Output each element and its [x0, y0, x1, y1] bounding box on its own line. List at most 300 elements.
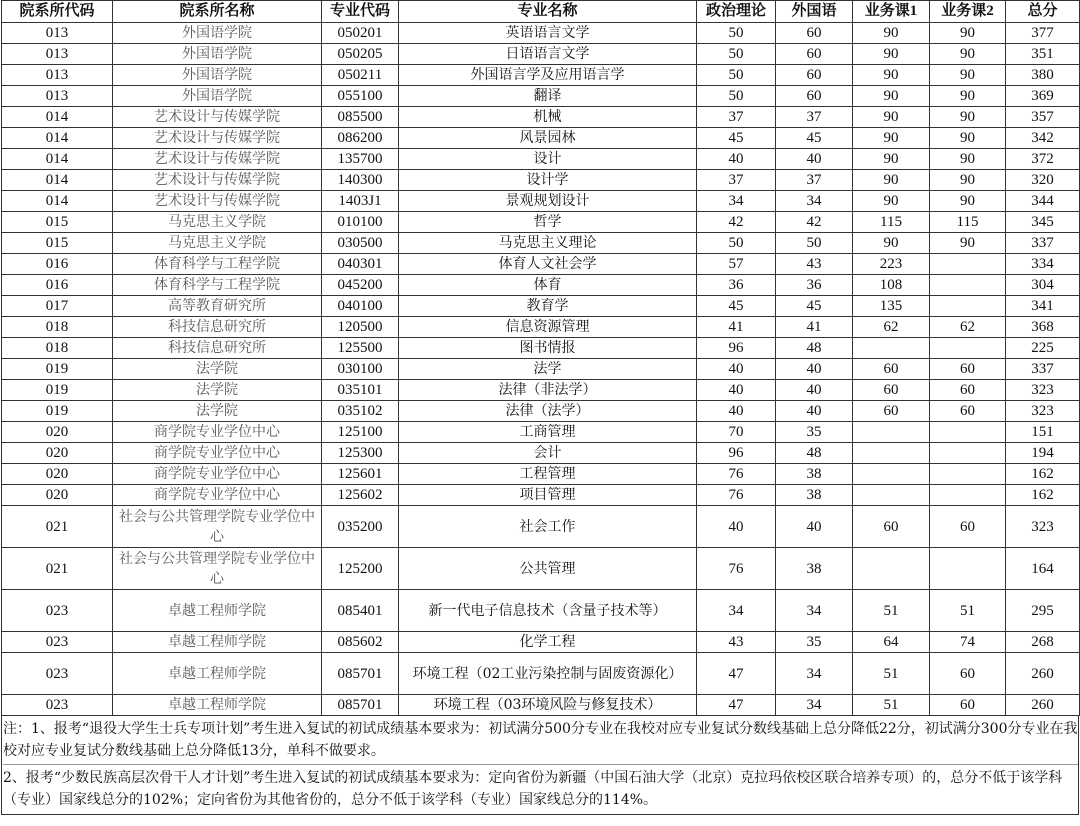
table-row — [2, 485, 1080, 506]
cell-foreign-language: 37 — [776, 170, 853, 191]
cell-dept-code: 021 — [2, 548, 113, 590]
cell-total: 337 — [1006, 233, 1080, 254]
table-row — [2, 401, 1080, 422]
cell-dept-name: 艺术设计与传媒学院 — [113, 107, 322, 128]
table-row — [2, 233, 1080, 254]
cell-major-name: 日语语言文学 — [399, 44, 697, 65]
cell-major-name: 英语语言文学 — [399, 23, 697, 44]
cell-major-code: 086200 — [322, 128, 399, 149]
cell-major-name: 外国语言学及应用语言学 — [399, 65, 697, 86]
cell-major-code: 035102 — [322, 401, 399, 422]
cell-dept-name: 商学院专业学位中心 — [113, 464, 322, 485]
header-row — [2, 1, 1080, 23]
cell-dept-name: 法学院 — [113, 359, 322, 380]
cell-major-code: 040100 — [322, 296, 399, 317]
cell-dept-code: 014 — [2, 170, 113, 191]
cell-politics: 76 — [697, 485, 776, 506]
cell-major-name: 环境工程（02工业污染控制与固废资源化） — [399, 653, 697, 695]
table-row — [2, 65, 1080, 86]
cell-major-code: 035101 — [322, 380, 399, 401]
header-course-1: 业务课1 — [853, 1, 930, 23]
cell-politics: 47 — [697, 653, 776, 695]
cell-course-1: 62 — [853, 317, 930, 338]
cell-total: 304 — [1006, 275, 1080, 296]
cell-foreign-language: 38 — [776, 548, 853, 590]
cell-politics: 57 — [697, 254, 776, 275]
cell-course-2: 90 — [930, 191, 1006, 212]
cell-course-2: 60 — [930, 695, 1006, 716]
table-row — [2, 254, 1080, 275]
cell-foreign-language: 40 — [776, 506, 853, 548]
cell-course-2: 60 — [930, 506, 1006, 548]
table-row — [2, 296, 1080, 317]
cell-course-1: 51 — [853, 653, 930, 695]
cell-course-1: 90 — [853, 149, 930, 170]
table-row — [2, 170, 1080, 191]
cell-course-1: 90 — [853, 86, 930, 107]
cell-dept-name: 卓越工程师学院 — [113, 695, 322, 716]
cell-dept-code: 013 — [2, 65, 113, 86]
cell-major-name: 风景园林 — [399, 128, 697, 149]
cell-course-1 — [853, 443, 930, 464]
cell-dept-code: 023 — [2, 590, 113, 632]
cell-foreign-language: 34 — [776, 191, 853, 212]
cell-major-name: 图书情报 — [399, 338, 697, 359]
cell-politics: 96 — [697, 443, 776, 464]
cell-total: 342 — [1006, 128, 1080, 149]
table-row — [2, 212, 1080, 233]
cell-total: 323 — [1006, 380, 1080, 401]
cell-dept-code: 023 — [2, 653, 113, 695]
table-row — [2, 107, 1080, 128]
header-foreign-language: 外国语 — [776, 1, 853, 23]
header-politics: 政治理论 — [697, 1, 776, 23]
cell-course-1: 60 — [853, 401, 930, 422]
cell-course-2: 60 — [930, 653, 1006, 695]
cell-major-code: 050201 — [322, 23, 399, 44]
cell-politics: 37 — [697, 170, 776, 191]
cell-course-2: 74 — [930, 632, 1006, 653]
cell-politics: 40 — [697, 359, 776, 380]
cell-dept-code: 019 — [2, 401, 113, 422]
cell-major-name: 项目管理 — [399, 485, 697, 506]
cell-foreign-language: 36 — [776, 275, 853, 296]
cell-dept-code: 020 — [2, 443, 113, 464]
cell-course-2 — [930, 254, 1006, 275]
cell-foreign-language: 60 — [776, 86, 853, 107]
cell-course-1: 90 — [853, 128, 930, 149]
cell-course-2: 90 — [930, 233, 1006, 254]
cell-foreign-language: 42 — [776, 212, 853, 233]
cell-dept-name: 社会与公共管理学院专业学位中心 — [113, 506, 322, 548]
cell-dept-name: 马克思主义学院 — [113, 233, 322, 254]
cell-politics: 40 — [697, 401, 776, 422]
cell-dept-name: 卓越工程师学院 — [113, 653, 322, 695]
cell-dept-name: 科技信息研究所 — [113, 317, 322, 338]
cell-total: 194 — [1006, 443, 1080, 464]
table-row — [2, 632, 1080, 653]
cell-major-code: 125500 — [322, 338, 399, 359]
cell-politics: 70 — [697, 422, 776, 443]
cell-major-code: 085602 — [322, 632, 399, 653]
cell-course-2: 90 — [930, 23, 1006, 44]
cell-course-2: 60 — [930, 401, 1006, 422]
cell-dept-code: 014 — [2, 149, 113, 170]
cell-major-code: 135700 — [322, 149, 399, 170]
cell-course-1: 90 — [853, 107, 930, 128]
cell-total: 345 — [1006, 212, 1080, 233]
cell-dept-code: 013 — [2, 44, 113, 65]
cell-major-code: 035200 — [322, 506, 399, 548]
cell-total: 151 — [1006, 422, 1080, 443]
cell-dept-code: 017 — [2, 296, 113, 317]
cell-total: 344 — [1006, 191, 1080, 212]
cell-foreign-language: 48 — [776, 443, 853, 464]
cell-major-name: 新一代电子信息技术（含量子技术等） — [399, 590, 697, 632]
cell-major-code: 050211 — [322, 65, 399, 86]
cell-total: 341 — [1006, 296, 1080, 317]
cell-major-code: 125602 — [322, 485, 399, 506]
cell-course-1: 115 — [853, 212, 930, 233]
cell-foreign-language: 60 — [776, 65, 853, 86]
table-row — [2, 191, 1080, 212]
cell-major-name: 教育学 — [399, 296, 697, 317]
cell-major-code: 125200 — [322, 548, 399, 590]
cell-politics: 96 — [697, 338, 776, 359]
cell-total: 162 — [1006, 485, 1080, 506]
cell-dept-code: 023 — [2, 632, 113, 653]
cell-dept-code: 020 — [2, 485, 113, 506]
cell-total: 351 — [1006, 44, 1080, 65]
table-row — [2, 443, 1080, 464]
table-row — [2, 695, 1080, 716]
cell-dept-code: 013 — [2, 86, 113, 107]
notes — [1, 716, 1079, 815]
cell-course-1 — [853, 485, 930, 506]
cell-dept-name: 外国语学院 — [113, 65, 322, 86]
cell-major-name: 哲学 — [399, 212, 697, 233]
cell-major-code: 120500 — [322, 317, 399, 338]
cell-major-code: 085500 — [322, 107, 399, 128]
table-row — [2, 506, 1080, 548]
header-total: 总分 — [1006, 1, 1080, 23]
cell-course-1: 64 — [853, 632, 930, 653]
cell-dept-name: 法学院 — [113, 380, 322, 401]
cell-major-code: 085701 — [322, 653, 399, 695]
cell-foreign-language: 35 — [776, 422, 853, 443]
cell-major-name: 翻译 — [399, 86, 697, 107]
cell-dept-name: 外国语学院 — [113, 23, 322, 44]
cell-dept-name: 艺术设计与传媒学院 — [113, 128, 322, 149]
cell-politics: 47 — [697, 695, 776, 716]
cell-dept-code: 014 — [2, 107, 113, 128]
cell-major-name: 设计 — [399, 149, 697, 170]
cell-course-2 — [930, 296, 1006, 317]
cell-course-2: 90 — [930, 170, 1006, 191]
table-row — [2, 317, 1080, 338]
cell-course-2: 60 — [930, 380, 1006, 401]
cell-major-code: 125601 — [322, 464, 399, 485]
cell-dept-code: 023 — [2, 695, 113, 716]
cell-foreign-language: 35 — [776, 632, 853, 653]
cell-major-name: 体育 — [399, 275, 697, 296]
cell-foreign-language: 40 — [776, 401, 853, 422]
cell-course-1 — [853, 548, 930, 590]
cell-total: 260 — [1006, 695, 1080, 716]
cell-politics: 43 — [697, 632, 776, 653]
cell-dept-name: 艺术设计与传媒学院 — [113, 191, 322, 212]
cell-course-2: 90 — [930, 65, 1006, 86]
cell-course-1: 60 — [853, 380, 930, 401]
cell-foreign-language: 37 — [776, 107, 853, 128]
cell-major-name: 设计学 — [399, 170, 697, 191]
cell-foreign-language: 34 — [776, 695, 853, 716]
cell-course-1 — [853, 422, 930, 443]
cell-dept-code: 015 — [2, 212, 113, 233]
cell-dept-code: 019 — [2, 380, 113, 401]
cell-dept-name: 外国语学院 — [113, 86, 322, 107]
cell-course-1: 90 — [853, 233, 930, 254]
cell-politics: 36 — [697, 275, 776, 296]
cell-major-code: 085401 — [322, 590, 399, 632]
cell-dept-name: 商学院专业学位中心 — [113, 485, 322, 506]
cell-politics: 40 — [697, 149, 776, 170]
cell-major-name: 法学 — [399, 359, 697, 380]
cell-course-1: 108 — [853, 275, 930, 296]
cell-course-2: 90 — [930, 128, 1006, 149]
cell-foreign-language: 38 — [776, 464, 853, 485]
cell-course-2: 62 — [930, 317, 1006, 338]
cell-politics: 41 — [697, 317, 776, 338]
cell-major-name: 会计 — [399, 443, 697, 464]
cell-dept-name: 外国语学院 — [113, 44, 322, 65]
cell-major-code: 040301 — [322, 254, 399, 275]
cell-dept-name: 卓越工程师学院 — [113, 590, 322, 632]
cell-dept-code: 018 — [2, 317, 113, 338]
cell-course-2 — [930, 275, 1006, 296]
cell-major-name: 环境工程（03环境风险与修复技术） — [399, 695, 697, 716]
cell-dept-name: 卓越工程师学院 — [113, 632, 322, 653]
cell-total: 368 — [1006, 317, 1080, 338]
cell-dept-code: 019 — [2, 359, 113, 380]
cell-course-1: 90 — [853, 170, 930, 191]
cell-dept-code: 014 — [2, 128, 113, 149]
cell-total: 372 — [1006, 149, 1080, 170]
header-course-2: 业务课2 — [930, 1, 1006, 23]
cell-dept-name: 科技信息研究所 — [113, 338, 322, 359]
cell-dept-name: 社会与公共管理学院专业学位中心 — [113, 548, 322, 590]
cell-dept-code: 013 — [2, 23, 113, 44]
cell-total: 320 — [1006, 170, 1080, 191]
cell-politics: 34 — [697, 191, 776, 212]
cell-course-1 — [853, 338, 930, 359]
cell-dept-code: 015 — [2, 233, 113, 254]
cell-foreign-language: 41 — [776, 317, 853, 338]
cell-dept-name: 法学院 — [113, 401, 322, 422]
cell-major-code: 125100 — [322, 422, 399, 443]
cell-foreign-language: 40 — [776, 380, 853, 401]
cell-course-1: 90 — [853, 65, 930, 86]
note-1: 注：1、报考“退役大学生士兵专项计划”考生进入复试的初试成绩基本要求为：初试满分500分专业在我校对应专业复试分数线基础上总分降低22分，初试满分300分专业在我校对应专业复试分数线基础上总分降低13分，单科不做要求。 — [3, 721, 1078, 759]
cell-course-2 — [930, 464, 1006, 485]
header-major-code: 专业代码 — [322, 1, 399, 23]
cell-dept-code: 020 — [2, 422, 113, 443]
cell-major-code: 045200 — [322, 275, 399, 296]
cell-course-1: 60 — [853, 506, 930, 548]
cell-dept-code: 016 — [2, 254, 113, 275]
cell-total: 162 — [1006, 464, 1080, 485]
cell-politics: 34 — [697, 590, 776, 632]
cell-politics: 42 — [697, 212, 776, 233]
cell-politics: 50 — [697, 86, 776, 107]
table-row — [2, 380, 1080, 401]
cell-foreign-language: 50 — [776, 233, 853, 254]
cell-total: 369 — [1006, 86, 1080, 107]
cell-course-2 — [930, 338, 1006, 359]
cell-dept-name: 商学院专业学位中心 — [113, 443, 322, 464]
header-dept-code: 院系所代码 — [2, 1, 113, 23]
cell-major-code: 030100 — [322, 359, 399, 380]
cell-dept-code: 021 — [2, 506, 113, 548]
cell-politics: 40 — [697, 380, 776, 401]
cell-course-2: 51 — [930, 590, 1006, 632]
cell-foreign-language: 48 — [776, 338, 853, 359]
cell-course-1: 90 — [853, 44, 930, 65]
table-row — [2, 44, 1080, 65]
cell-dept-name: 商学院专业学位中心 — [113, 422, 322, 443]
cell-major-code: 1403J1 — [322, 191, 399, 212]
cell-politics: 50 — [697, 233, 776, 254]
table-row — [2, 86, 1080, 107]
cell-dept-code: 014 — [2, 191, 113, 212]
cell-total: 377 — [1006, 23, 1080, 44]
cell-course-1: 223 — [853, 254, 930, 275]
cell-course-1: 90 — [853, 23, 930, 44]
cell-dept-code: 018 — [2, 338, 113, 359]
cell-course-2: 60 — [930, 359, 1006, 380]
cell-major-name: 公共管理 — [399, 548, 697, 590]
cell-total: 225 — [1006, 338, 1080, 359]
cell-course-1: 135 — [853, 296, 930, 317]
cell-major-name: 工商管理 — [399, 422, 697, 443]
cell-foreign-language: 43 — [776, 254, 853, 275]
cell-course-2: 90 — [930, 86, 1006, 107]
cell-major-name: 体育人文社会学 — [399, 254, 697, 275]
cell-course-2: 115 — [930, 212, 1006, 233]
cell-dept-name: 艺术设计与传媒学院 — [113, 170, 322, 191]
cell-major-code: 030500 — [322, 233, 399, 254]
cell-course-1: 90 — [853, 191, 930, 212]
header-major-name: 专业名称 — [399, 1, 697, 23]
cell-major-name: 工程管理 — [399, 464, 697, 485]
cell-dept-name: 马克思主义学院 — [113, 212, 322, 233]
score-table — [1, 0, 1080, 716]
cell-course-2: 90 — [930, 149, 1006, 170]
cell-course-2 — [930, 443, 1006, 464]
cell-foreign-language: 60 — [776, 23, 853, 44]
cell-total: 295 — [1006, 590, 1080, 632]
cell-total: 380 — [1006, 65, 1080, 86]
table-row — [2, 128, 1080, 149]
cell-dept-name: 体育科学与工程学院 — [113, 254, 322, 275]
cell-foreign-language: 40 — [776, 359, 853, 380]
cell-major-name: 信息资源管理 — [399, 317, 697, 338]
table-row — [2, 422, 1080, 443]
cell-dept-name: 高等教育研究所 — [113, 296, 322, 317]
cell-foreign-language: 40 — [776, 149, 853, 170]
cell-major-code: 085701 — [322, 695, 399, 716]
cell-total: 357 — [1006, 107, 1080, 128]
cell-course-2 — [930, 422, 1006, 443]
cell-major-name: 社会工作 — [399, 506, 697, 548]
cell-politics: 37 — [697, 107, 776, 128]
table-row — [2, 359, 1080, 380]
cell-politics: 50 — [697, 23, 776, 44]
cell-major-name: 景观规划设计 — [399, 191, 697, 212]
cell-foreign-language: 45 — [776, 296, 853, 317]
cell-dept-name: 艺术设计与传媒学院 — [113, 149, 322, 170]
cell-politics: 40 — [697, 506, 776, 548]
cell-total: 337 — [1006, 359, 1080, 380]
table-row — [2, 275, 1080, 296]
cell-total: 268 — [1006, 632, 1080, 653]
cell-politics: 45 — [697, 128, 776, 149]
cell-dept-name: 体育科学与工程学院 — [113, 275, 322, 296]
cell-total: 323 — [1006, 401, 1080, 422]
cell-major-name: 法律（法学） — [399, 401, 697, 422]
table-row — [2, 653, 1080, 695]
cell-total: 323 — [1006, 506, 1080, 548]
cell-course-1: 60 — [853, 359, 930, 380]
cell-major-code: 050205 — [322, 44, 399, 65]
cell-major-name: 法律（非法学） — [399, 380, 697, 401]
cell-major-code: 125300 — [322, 443, 399, 464]
cell-major-code: 010100 — [322, 212, 399, 233]
cell-dept-code: 016 — [2, 275, 113, 296]
cell-major-name: 马克思主义理论 — [399, 233, 697, 254]
header-dept-name: 院系所名称 — [113, 1, 322, 23]
table-row — [2, 23, 1080, 44]
cell-course-2: 90 — [930, 44, 1006, 65]
table-row — [2, 149, 1080, 170]
cell-foreign-language: 38 — [776, 485, 853, 506]
cell-course-1: 51 — [853, 590, 930, 632]
cell-course-2 — [930, 485, 1006, 506]
cell-politics: 45 — [697, 296, 776, 317]
cell-politics: 76 — [697, 548, 776, 590]
cell-foreign-language: 34 — [776, 590, 853, 632]
cell-total: 260 — [1006, 653, 1080, 695]
cell-course-1 — [853, 464, 930, 485]
cell-major-code: 140300 — [322, 170, 399, 191]
cell-course-1: 51 — [853, 695, 930, 716]
table-row — [2, 464, 1080, 485]
cell-course-2 — [930, 548, 1006, 590]
cell-total: 164 — [1006, 548, 1080, 590]
cell-foreign-language: 45 — [776, 128, 853, 149]
cell-dept-code: 020 — [2, 464, 113, 485]
cell-course-2: 90 — [930, 107, 1006, 128]
note-2: 2、报考“少数民族高层次骨干人才计划”考生进入复试的初试成绩基本要求为：定向省份为新疆（中国石油大学（北京）克拉玛依校区联合培养专项）的，总分不低于该学科（专业）国家线总分的102%；定向省份为其他省份的，总分不低于该学科（专业）国家线总分的114%。 — [3, 764, 1078, 811]
cell-foreign-language: 60 — [776, 44, 853, 65]
cell-major-name: 化学工程 — [399, 632, 697, 653]
cell-major-code: 055100 — [322, 86, 399, 107]
table-row — [2, 548, 1080, 590]
cell-foreign-language: 34 — [776, 653, 853, 695]
table-row — [2, 338, 1080, 359]
cell-politics: 50 — [697, 44, 776, 65]
table-row — [2, 590, 1080, 632]
